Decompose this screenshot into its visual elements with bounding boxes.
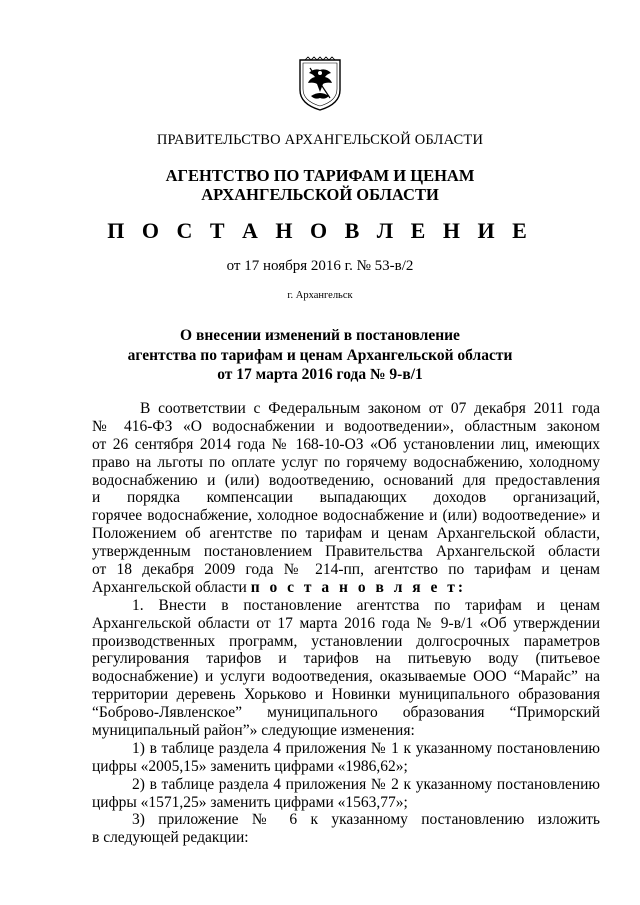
body-line: территории деревень Хорьково и Новинки муниципального образования bbox=[92, 686, 600, 704]
body-line: муниципальный район”» следующие изменения: bbox=[92, 722, 415, 740]
body-line: Архангельской области от 17 марта 2016 года № 9-в/1 «Об утверждении bbox=[92, 614, 600, 632]
list-item-1: 1) в таблице раздела 4 приложения № 1 к указанному постановлению bbox=[132, 739, 600, 757]
body-line: право на льготы по оплате услуг по горячему водоснабжению, холодному bbox=[92, 453, 600, 471]
date-number: от 17 ноября 2016 г. № 53-в/2 bbox=[226, 258, 414, 274]
body-line: и порядка компенсации выпадающих доходов организаций, bbox=[92, 489, 600, 507]
government-name: ПРАВИТЕЛЬСТВО АРХАНГЕЛЬСКОЙ ОБЛАСТИ bbox=[156, 132, 484, 148]
agency-name-line2: АРХАНГЕЛЬСКОЙ ОБЛАСТИ bbox=[201, 185, 439, 204]
body-line: В соответствии с Федеральным законом от 07 декабря 2011 года bbox=[140, 400, 600, 417]
body-line: регулирования тарифов и тарифов на питьевую воду (питьевое bbox=[92, 650, 600, 668]
city: г. Архангельск bbox=[287, 290, 353, 301]
resolves-word: п о с т а н о в л я е т: bbox=[250, 578, 467, 596]
list-item-1-cont: цифры «2005,15» заменить цифрами «1986,62»; bbox=[92, 757, 408, 775]
body-line: № 416-ФЗ «О водоснабжении и водоотведении», областным законом bbox=[92, 417, 600, 435]
agency-name bbox=[0, 166, 640, 204]
heading-line2: агентства по тарифам и ценам Архангельской области bbox=[127, 346, 513, 364]
list-item-3-cont: в следующей редакции: bbox=[92, 829, 249, 847]
body-line: “Боброво-Лявленское” муниципального образования “Приморский bbox=[92, 704, 600, 722]
body-line: водоснабжение) и услуги водоотведения, оказываемые ООО “Марайс” на bbox=[92, 668, 600, 686]
list-item-2-cont: цифры «1571,25» заменить цифрами «1563,77»; bbox=[92, 793, 408, 811]
document-heading bbox=[0, 326, 640, 385]
coat-of-arms-icon bbox=[297, 56, 343, 112]
document-type: П О С Т А Н О В Л Е Н И Е bbox=[107, 218, 533, 243]
heading-line3: от 17 марта 2016 года № 9-в/1 bbox=[217, 366, 423, 383]
body-line: водоснабжению и (или) водоотведению, оснований для предоставления bbox=[92, 471, 600, 489]
heading-line1: О внесении изменений в постановление bbox=[180, 327, 460, 344]
body-line-resolves bbox=[92, 579, 600, 597]
body-line: от 26 сентября 2014 года № 168-10-ОЗ «Об установлении лиц, имеющих bbox=[92, 435, 600, 453]
body-line: утвержденным постановлением Правительства Архангельской области bbox=[92, 543, 600, 561]
body-line: 1. Внести в постановление агентства по тарифам и ценам bbox=[132, 596, 600, 614]
body-line: горячее водоснабжение, холодное водоснабжение и (или) водоотведение» и bbox=[92, 507, 600, 525]
list-item-3: 3) приложение № 6 к указанному постановлению изложить bbox=[132, 811, 600, 829]
document-body bbox=[92, 400, 600, 847]
body-line: Положением об агентстве по тарифам и ценам Архангельской области, bbox=[92, 525, 600, 543]
list-item-2: 2) в таблице раздела 4 приложения № 2 к указанному постановлению bbox=[132, 775, 600, 793]
agency-name-line1: АГЕНТСТВО ПО ТАРИФАМ И ЦЕНАМ bbox=[165, 166, 475, 185]
body-line: от 18 декабря 2009 года № 214-пп, агентство по тарифам и ценам bbox=[92, 561, 600, 579]
body-text: Архангельской области bbox=[92, 578, 251, 596]
body-line: производственных программ, установлении долгосрочных параметров bbox=[92, 632, 600, 650]
